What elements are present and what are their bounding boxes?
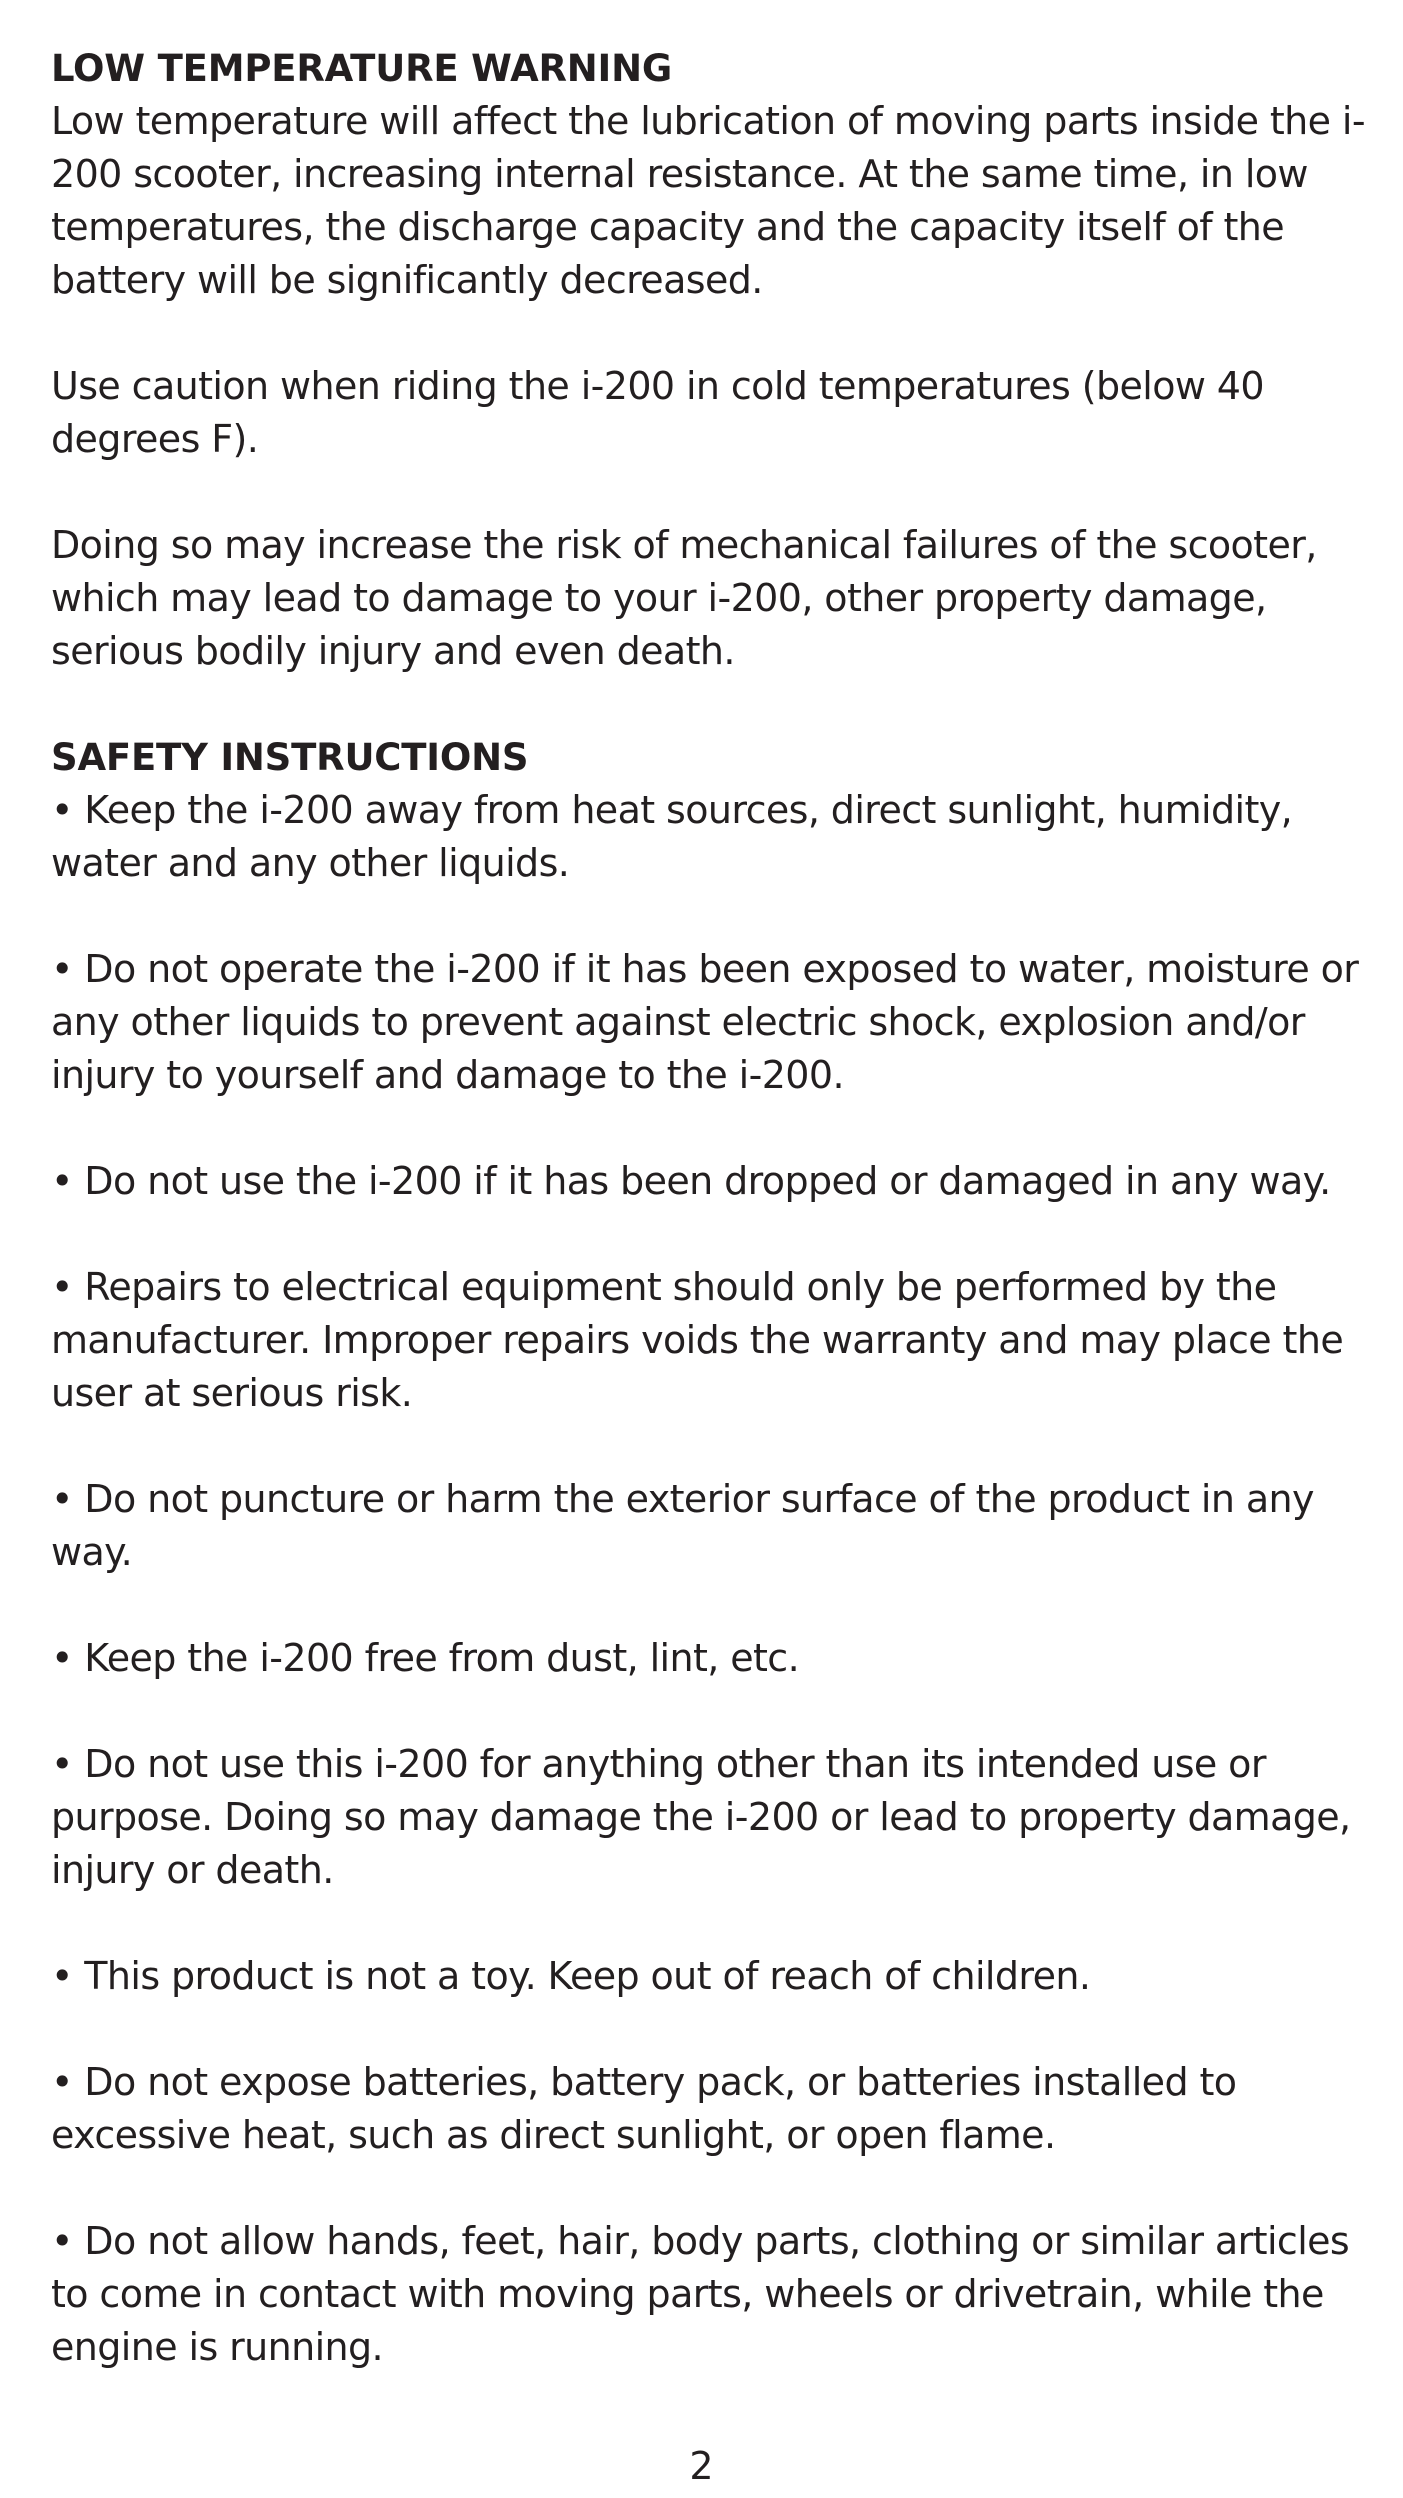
safety-item-4: • Repairs to electrical equipment should only be performed by the manufacturer. Improper repairs voids the warranty and may place the user at serious risk. [51, 1265, 1344, 1415]
spacer [51, 1897, 1391, 1950]
low-temperature-heading: LOW TEMPERATURE WARNING [51, 47, 673, 90]
manual-page [51, 42, 1391, 2374]
spacer [51, 466, 1391, 519]
spacer [51, 1208, 1391, 1261]
low-temp-paragraph-1: Low temperature will affect the lubrication of moving parts inside the i-200 scooter, increasing internal resistance. At the same time, in low temperatures, the discharge capacity and the capacity itself of the battery will be significantly decreased. [51, 99, 1365, 302]
low-temp-paragraph-2: Use caution when riding the i-200 in cold temperatures (below 40 degrees F). [51, 364, 1264, 461]
spacer [51, 678, 1391, 731]
safety-item-2: • Do not operate the i-200 if it has been exposed to water, moisture or any other liquids to prevent against electric shock, explosion and/or injury to yourself and damage to the i-200. [51, 947, 1359, 1097]
spacer [51, 307, 1391, 360]
safety-item-10: • Do not allow hands, feet, hair, body parts, clothing or similar articles to come in contact with moving parts, wheels or drivetrain, while the engine is running. [51, 2219, 1350, 2369]
spacer [51, 1102, 1391, 1155]
safety-item-9: • Do not expose batteries, battery pack, or batteries installed to excessive heat, such as direct sunlight, or open flame. [51, 2060, 1237, 2157]
spacer [51, 1685, 1391, 1738]
spacer [51, 1579, 1391, 1632]
low-temp-paragraph-3: Doing so may increase the risk of mechanical failures of the scooter, which may lead to damage to your i-200, other property damage, serious bodily injury and even death. [51, 523, 1317, 673]
safety-item-7: • Do not use this i-200 for anything other than its intended use or purpose. Doing so may damage the i-200 or lead to property damage, injury or death. [51, 1742, 1351, 1892]
spacer [51, 2003, 1391, 2056]
safety-item-8: • This product is not a toy. Keep out of reach of children. [51, 1954, 1091, 1998]
spacer [51, 1420, 1391, 1473]
safety-item-1: • Keep the i-200 away from heat sources, direct sunlight, humidity, water and any other liquids. [51, 788, 1293, 885]
page-number: 2 [689, 2444, 714, 2488]
safety-instructions-heading: SAFETY INSTRUCTIONS [51, 736, 529, 779]
spacer [51, 2162, 1391, 2215]
spacer [51, 890, 1391, 943]
safety-item-6: • Keep the i-200 free from dust, lint, etc. [51, 1636, 800, 1680]
safety-item-5: • Do not puncture or harm the exterior surface of the product in any way. [51, 1477, 1314, 1574]
safety-item-3: • Do not use the i-200 if it has been dropped or damaged in any way. [51, 1159, 1331, 1203]
